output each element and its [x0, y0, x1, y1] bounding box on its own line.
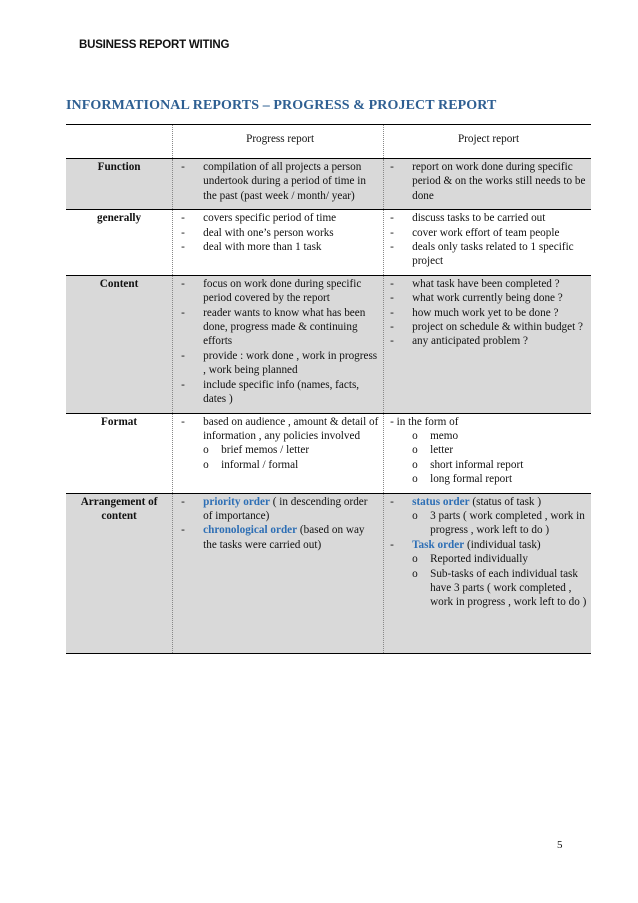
progress-cell: [173, 210, 384, 276]
sub-item-text: 3 parts ( work completed , work in progress , work left to do ): [430, 509, 585, 537]
project-cell: [384, 275, 591, 413]
list-item-text: include specific info (names, facts, dates ): [203, 378, 360, 406]
list-item-text: cover work effort of team people: [412, 226, 560, 239]
project-cell: [384, 413, 591, 493]
list-item: - covers specific period of time: [181, 211, 379, 225]
list-item: - any anticipated problem ?: [390, 334, 587, 348]
header-corner: [66, 125, 173, 159]
sub-item-text: brief memos / letter: [221, 444, 310, 457]
sub-list-item: o memo: [390, 429, 587, 443]
list-item: - focus on work done during specific period covered by the report: [181, 277, 379, 306]
list-item-text: ( in descending order of importance): [203, 495, 368, 522]
list-item: - deal with one’s person works: [181, 226, 379, 240]
list-item-text: what work currently being done ?: [412, 292, 563, 305]
sub-list-item: o Reported individually: [390, 552, 587, 566]
list-item: - provide : work done , work in progress , work being planned: [181, 349, 378, 377]
column-header-progress: Progress report: [173, 125, 384, 159]
table-row-content: [66, 275, 591, 413]
list-item-text: based on audience , amount & detail of information , any policies involved: [203, 415, 379, 442]
page-number: 5: [557, 839, 563, 851]
list-item: - what task have been completed ?: [390, 277, 587, 291]
sub-list-item: o short informal report: [390, 458, 587, 472]
list-item-text: covers specific period of time: [203, 212, 337, 225]
row-label: Format: [101, 415, 138, 428]
sub-list-item: o brief memos / letter: [181, 443, 379, 457]
table-header-row: [66, 125, 591, 159]
table-row-function: [66, 159, 591, 210]
highlight-term: status order: [412, 495, 470, 508]
list-item: - report on work done during specific period & on the works still needs to be done: [390, 161, 586, 202]
project-cell: [384, 493, 591, 653]
list-item: - priority order ( in descending order of importance): [181, 495, 368, 522]
project-cell: [384, 210, 591, 276]
list-item-text: project on schedule & within budget ?: [412, 321, 583, 334]
sub-list-item: o Sub-tasks of each individual task have 3 parts ( work completed , work in progress , work left to do ): [412, 567, 587, 609]
list-item: - based on audience , amount & detail of information , any policies involved: [181, 415, 379, 442]
sub-item-text: short informal report: [430, 458, 524, 471]
highlight-term: Task order: [412, 538, 465, 551]
list-item-text: deal with more than 1 task: [203, 241, 322, 254]
list-item-text: (status of task ): [469, 495, 542, 508]
list-item-text: what task have been completed ?: [412, 277, 560, 290]
sub-list-item: o informal / formal: [181, 458, 379, 472]
list-item: - compilation of all projects a person undertook during a period of time in the past (past week / month/ year): [181, 160, 379, 203]
sub-item-text: long formal report: [430, 473, 513, 486]
progress-cell: [173, 275, 384, 413]
list-item: - Task order (individual task): [390, 538, 541, 551]
table-row-arrangement: [66, 493, 591, 653]
document-header: BUSINESS REPORT WITING: [79, 39, 230, 51]
list-item-text: any anticipated problem ?: [412, 335, 528, 348]
format-intro: - in the form of: [390, 415, 459, 428]
row-label: generally: [97, 212, 142, 225]
project-cell: [384, 159, 591, 210]
list-item-text: compilation of all projects a person undertook during a period of time in the past (past week / month/ year): [203, 161, 366, 202]
list-item: - how much work yet to be done ?: [390, 306, 587, 320]
list-item: - what work currently being done ?: [390, 291, 587, 305]
comparison-table: [66, 124, 591, 654]
sub-item-text: informal / formal: [221, 458, 299, 471]
sub-list-item: o long formal report: [390, 472, 587, 486]
progress-cell: [173, 413, 384, 493]
section-title: INFORMATIONAL REPORTS – PROGRESS & PROJECT REPORT: [66, 98, 497, 113]
table-row-format: [66, 413, 591, 493]
list-item-text: how much work yet to be done ?: [412, 306, 559, 319]
sub-item-text: memo: [430, 429, 459, 442]
list-item: - deal with more than 1 task: [181, 240, 379, 254]
sub-item-text: letter: [430, 444, 454, 457]
progress-cell: [173, 493, 384, 653]
highlight-term: chronological order: [203, 524, 298, 537]
sub-list-item: o letter: [390, 443, 587, 457]
sub-item-text: Sub-tasks of each individual task have 3 parts ( work completed , work in progress , work left to do ): [430, 567, 587, 609]
list-item-text: discuss tasks to be carried out: [412, 212, 546, 225]
progress-cell: [173, 159, 384, 210]
list-item: - project on schedule & within budget ?: [390, 320, 587, 334]
list-item: - reader wants to know what has been done, progress made & continuing efforts: [181, 306, 379, 349]
list-item: - discuss tasks to be carried out: [390, 211, 587, 225]
list-item: - chronological order (based on way the tasks were carried out): [181, 524, 365, 551]
list-item: - cover work effort of team people: [390, 226, 587, 240]
list-item-text: report on work done during specific period & on the works still needs to be done: [412, 161, 586, 202]
list-item-text: focus on work done during specific period covered by the report: [203, 277, 362, 305]
row-label: Content: [99, 277, 139, 290]
list-item-text: deals only tasks related to 1 specific project: [412, 241, 574, 268]
list-item-text: (individual task): [464, 538, 541, 551]
highlight-term: priority order: [203, 495, 270, 508]
row-label: Arrangement of content: [80, 495, 158, 522]
column-header-project: Project report: [384, 125, 591, 159]
list-item-text: provide : work done , work in progress , work being planned: [203, 349, 378, 377]
list-item: - status order (status of task ): [390, 495, 542, 508]
table-row-generally: [66, 210, 591, 276]
list-item: - deals only tasks related to 1 specific project: [390, 240, 587, 269]
list-item-text: (based on way the tasks were carried out): [203, 524, 365, 551]
list-item-text: deal with one’s person works: [203, 226, 334, 239]
sub-list-item: o 3 parts ( work completed , work in progress , work left to do ): [390, 509, 587, 538]
sub-item-text: Reported individually: [430, 553, 528, 566]
row-label: Function: [97, 161, 141, 173]
list-item: - include specific info (names, facts, dates ): [181, 378, 379, 407]
list-item-text: reader wants to know what has been done, progress made & continuing efforts: [203, 306, 366, 348]
